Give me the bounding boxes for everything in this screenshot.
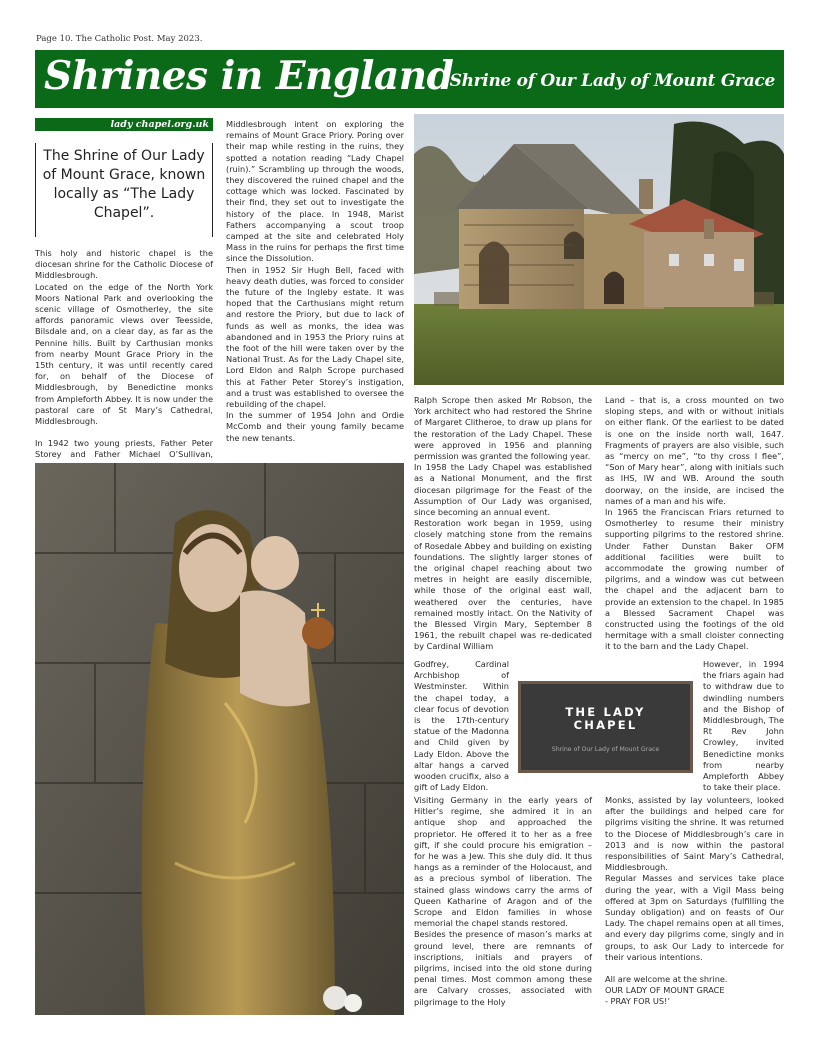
paragraph: Located on the edge of the North York Moors National Park and overlooking the scenic village of Osmotherley, the site affords panoramic views over Teesside, Bilsdale and, on a clear day, as far as the Pennine hills. Built by Carthusian monks from nearby Mount Grace Priory in the 15th century, it was until recently cared for, on behalf of the Diocese of Middlesbrough, by Benedictine monks from Ampleforth Abbey. It is now under the pastoral care of St Mary’s Cathedral, Middlesbrough. bbox=[35, 281, 213, 427]
paragraph: In 1958 the Lady Chapel was established as a National Monument, and the first diocesan pilgrimage for the Feast of the Assumption of Our Lady was organised, since becoming an annual event. bbox=[414, 462, 592, 518]
column-3-wrap bbox=[414, 659, 509, 793]
column-1 bbox=[35, 248, 213, 472]
paragraph: Monks, assisted by lay volunteers, looked after the buildings and helped care for pilgrims visiting the shrine. It was returned to the Diocese of Middlesbrough’s care in 2013 and is now within the pastoral responsibilities of Saint Mary’s Cathedral, Middlesbrough. bbox=[605, 795, 784, 873]
card-subtitle: Shrine of Our Lady of Mount Grace bbox=[551, 746, 660, 753]
madonna-statue-illustration bbox=[35, 463, 404, 1015]
pull-quote: The Shrine of Our Lady of Mount Grace, known locally as “The Lady Chapel”. bbox=[35, 143, 213, 237]
chapel-photo bbox=[414, 114, 784, 385]
page-subtitle: Shrine of Our Lady of Mount Grace bbox=[449, 71, 775, 91]
paragraph: In 1942 two young priests, Father Peter Storey and Father Michael O’Sullivan, bbox=[35, 438, 213, 460]
paragraph: Regular Masses and services take place during the year, with a Vigil Mass being offered at 3pm on Saturdays (fulfilling the Sunday obligation) and on feasts of Our Lady. The chapel remains open at all times, and every day pilgrims come, singly and in groups, to ask Our Lady to intercede for their various intentions. bbox=[605, 873, 784, 962]
paragraph: Ralph Scrope then asked Mr Robson, the York architect who had restored the Shrine of Margaret Clitheroe, to draw up plans for the restoration of the Lady Chapel. These were approved in 1956 and planning permission was granted the following year. bbox=[414, 395, 592, 462]
paragraph: Besides the presence of mason’s marks at ground level, there are remnants of inscriptions, initials and prayers of pilgrims, incised into the old stone during penal times. Most common among these are Calvary crosses, associated with pilgrimage to the Holy bbox=[414, 929, 592, 1007]
paragraph: Middlesbrough intent on exploring the remains of Mount Grace Priory. Poring over their map while resting in the ruins, they spotted a notation reading “Lady Chapel (ruin).” Scrambling up through the woods, they discovered the ruined chapel and the cottage which was locked. Fascinated by their find, they set out to investigate the history of the place. In 1948, Marist Fathers accompanying a scout troop camped at the site and celebrated Holy Mass in the ruins for perhaps the first time since the Dissolution. bbox=[226, 119, 404, 264]
column-2 bbox=[226, 119, 404, 444]
card-title bbox=[521, 706, 690, 732]
card-title-line: THE LADY bbox=[565, 705, 646, 719]
paragraph: However, in 1994 the friars again had to withdraw due to dwindling numbers and the Bishop of Middlesbrough, The Rt Rev John Crowley, invited Benedictine monks from nearby Ampleforth Abbey to take their place. bbox=[703, 659, 784, 793]
paragraph: OUR LADY OF MOUNT GRACE bbox=[605, 985, 725, 996]
paragraph: Visiting Germany in the early years of Hitler’s regime, she admired it in an antique shop and approached the proprietor. He offered it to her as a free gift, if she could procure his emigration – for he was a Jew. This she duly did. It thus hangs as a reminder of the Holocaust, and as a precious symbol of liberation. The stained glass windows carry the arms of Queen Katharine of Aragon and of the Scrope and Eldon families in whose memorial the chapel stands restored. bbox=[414, 795, 592, 929]
paragraph: Then in 1952 Sir Hugh Bell, faced with heavy death duties, was forced to consider the future of the Ingleby estate. It was hoped that the Carthusians might return and restore the Priory, but due to lack of funds as well as monks, the idea was abandoned and in 1953 the Priory ruins at the foot of the hill were taken over by the National Trust. As for the Lady Chapel site, Lord Eldon and Ralph Scrope purchased this at Father Peter Storey’s instigation, and a trust was established to oversee the rebuilding of the chapel. bbox=[226, 264, 404, 410]
column-3 bbox=[414, 395, 592, 653]
paragraph: In 1965 the Franciscan Friars returned to Osmotherley to resume their ministry supporting pilgrims to the restored shrine. Under Father Dunstan Baker OFM additional facilities were built to accommodate the growing number of pilgrims, and a window was cut between the chapel and the adjacent barn to provide an extension to the chapel. In 1985 a Blessed Sacrament Chapel was constructed using the footings of the old hermitage with a small cloister connecting it to the barn and the Lady Chapel. bbox=[605, 507, 785, 652]
running-head: Page 10. The Catholic Post. May 2023. bbox=[36, 34, 203, 44]
paragraph: All are welcome at the shrine. bbox=[605, 974, 728, 985]
website-link[interactable]: lady chapel.org.uk bbox=[35, 118, 213, 131]
card-title-line: CHAPEL bbox=[573, 718, 638, 732]
column-4-continued bbox=[605, 795, 784, 1008]
paragraph: This holy and historic chapel is the diocesan shrine for the Catholic Diocese of Middlesbrough. bbox=[35, 248, 213, 281]
chapel-photo-illustration bbox=[414, 114, 784, 385]
column-4-wrap bbox=[703, 659, 784, 793]
paragraph: - PRAY FOR US!’ bbox=[605, 996, 670, 1007]
paragraph: Restoration work began in 1959, using closely matching stone from the remains of Rosedale Abbey and building on existing foundations. The slightly larger stones of the original chapel reaching about two metres in height are easily discernible, while those of the original east wall, weathered over the centuries, have remained mostly intact. On the Nativity of the Blessed Virgin Mary, September 8 1961, the rebuilt chapel was re-dedicated by Cardinal William bbox=[414, 518, 592, 652]
column-4 bbox=[605, 395, 784, 653]
column-3-continued bbox=[414, 795, 592, 1008]
paragraph: Godfrey, Cardinal Archbishop of Westminster. Within the chapel today, a clear focus of devotion is the 17th-century statue of the Madonna and Child given by Lady Eldon. Above the altar hangs a carved wooden crucifix, also a gift of Lady Eldon. bbox=[414, 659, 509, 793]
title-banner bbox=[35, 50, 784, 108]
paragraph: In the summer of 1954 John and Ordie McComb and their young family became the new tenants. bbox=[226, 410, 404, 443]
paragraph: Land – that is, a cross mounted on two sloping steps, and with or without initials on either flank. Of the earliest to be dated is one on the inside north wall, 1647. Fragments of prayers are also visible, such as “mercy on me”, “to thy cross I flee”, “Son of Mary hear”, along with initials such as IHS, IW and WB. Around the south doorway, on the inside, are incised the names of a man and his wife. bbox=[605, 395, 784, 506]
page-title: Shrines in England bbox=[44, 53, 454, 99]
madonna-statue-photo bbox=[35, 463, 404, 1015]
lady-chapel-card bbox=[518, 681, 693, 773]
